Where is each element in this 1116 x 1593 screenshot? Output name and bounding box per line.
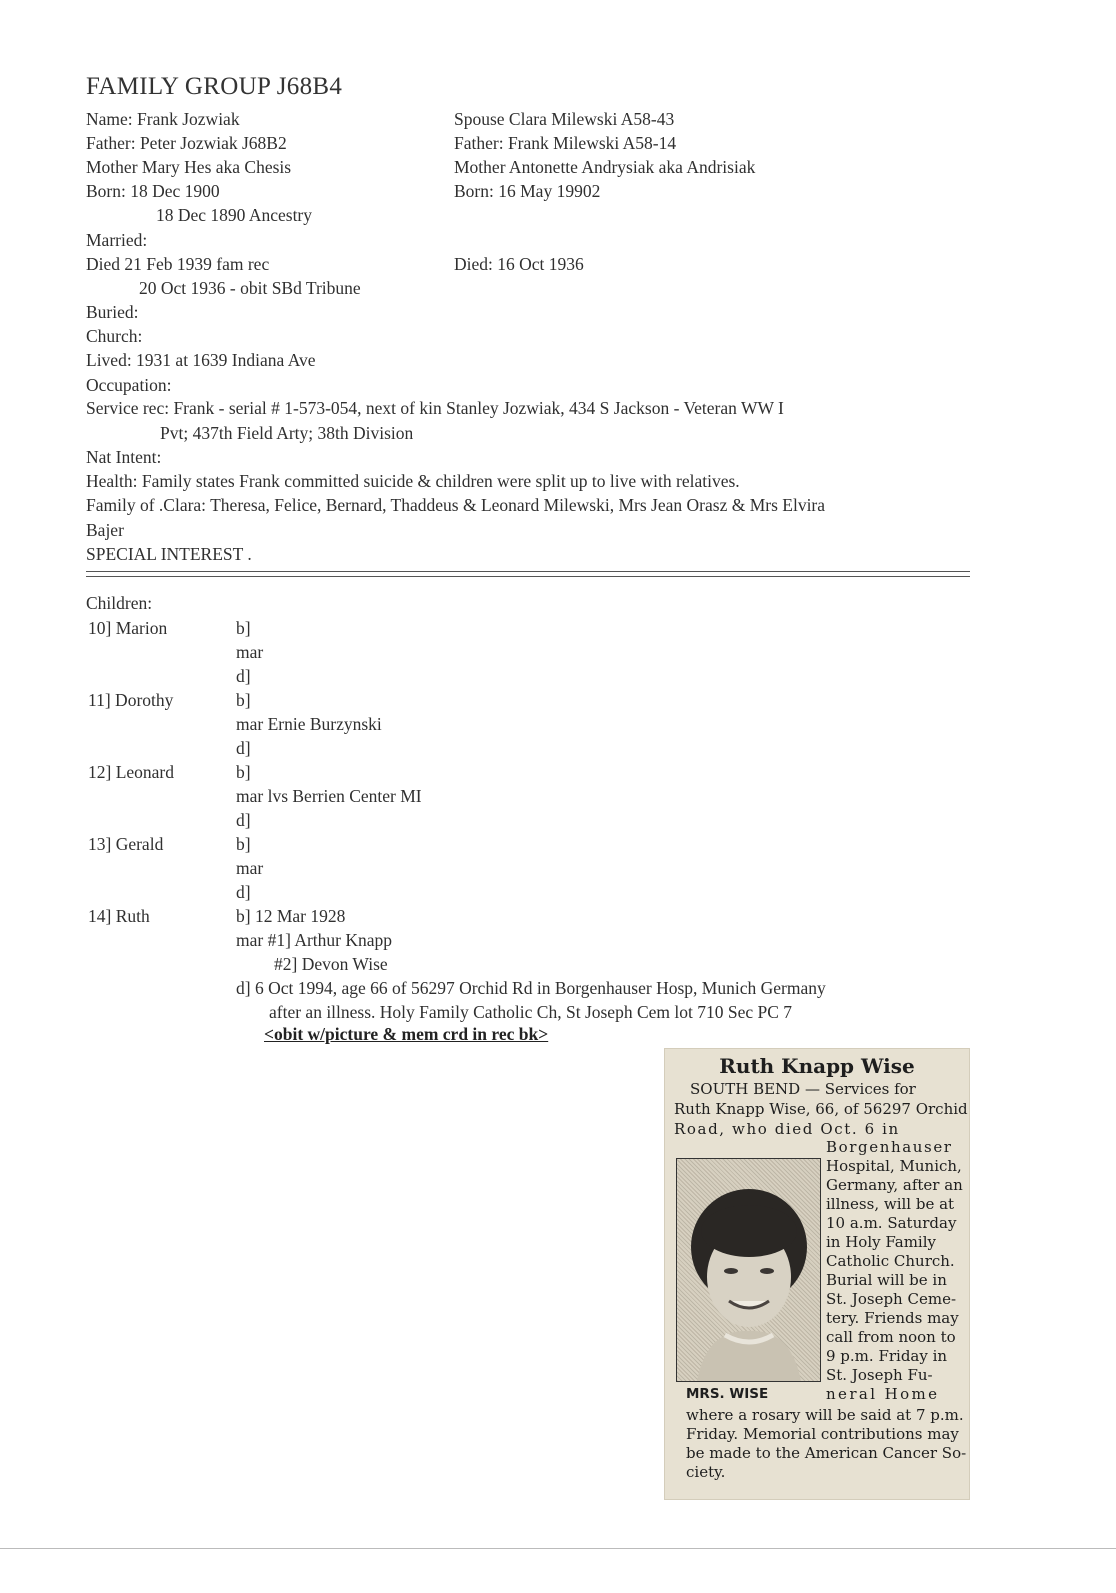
clipping-line: Friday. Memorial contributions may xyxy=(686,1425,959,1443)
child-born: b] xyxy=(236,834,251,854)
child-died: d] 6 Oct 1994, age 66 of 56297 Orchid Rd in Borgenhauser Hosp, Munich Germany xyxy=(236,978,826,998)
child-married: mar lvs Berrien Center MI xyxy=(236,786,422,806)
spouse-mother-field: Mother Antonette Andrysiak aka Andrisiak xyxy=(454,157,756,177)
child-married-second: #2] Devon Wise xyxy=(274,954,388,974)
clipping-line: be made to the American Cancer So- xyxy=(686,1444,967,1462)
child-name: 12] Leonard xyxy=(88,762,175,782)
clipping-line: Borgenhauser xyxy=(826,1138,953,1156)
clipping-line: where a rosary will be said at 7 p.m. xyxy=(686,1406,964,1424)
clipping-line: St. Joseph Ceme- xyxy=(826,1290,957,1308)
clipping-line: Germany, after an xyxy=(826,1176,963,1194)
buried-field: Buried: xyxy=(86,302,139,322)
service-record-detail: Pvt; 437th Field Arty; 38th Division xyxy=(160,423,414,443)
married-field: Married: xyxy=(86,230,148,250)
child-died: d] xyxy=(236,738,251,758)
spouse-born-field: Born: 16 May 19902 xyxy=(454,181,601,201)
church-field: Church: xyxy=(86,326,143,346)
newspaper-clipping xyxy=(664,1048,970,1500)
child-married: mar xyxy=(236,858,264,878)
clipping-line: in Holy Family xyxy=(826,1233,937,1251)
child-name: 10] Marion xyxy=(88,618,168,638)
special-interest-field: SPECIAL INTEREST . xyxy=(86,544,252,564)
child-died: d] xyxy=(236,882,251,902)
spouse-father-field: Father: Frank Milewski A58-14 xyxy=(454,133,677,153)
page-title: FAMILY GROUP J68B4 xyxy=(86,73,343,100)
obit-reference: <obit w/picture & mem crd in rec bk> xyxy=(264,1024,549,1044)
divider-rule-second xyxy=(86,576,970,577)
child-born: b] 12 Mar 1928 xyxy=(236,906,346,926)
born-field: Born: 18 Dec 1900 xyxy=(86,181,220,201)
child-born: b] xyxy=(236,690,251,710)
lived-field: Lived: 1931 at 1639 Indiana Ave xyxy=(86,350,316,370)
child-died: d] xyxy=(236,666,251,686)
nat-intent-field: Nat Intent: xyxy=(86,447,162,467)
clipping-line: tery. Friends may xyxy=(826,1309,959,1327)
clipping-line: Hospital, Munich, xyxy=(826,1157,962,1175)
died-alt-field: 20 Oct 1936 - obit SBd Tribune xyxy=(139,278,361,298)
born-alt-field: 18 Dec 1890 Ancestry xyxy=(156,205,313,225)
name-field: Name: Frank Jozwiak xyxy=(86,109,240,129)
clipping-line: Catholic Church. xyxy=(826,1252,955,1270)
photo-caption: MRS. WISE xyxy=(686,1386,769,1402)
occupation-field: Occupation: xyxy=(86,375,172,395)
clipping-line: Road, who died Oct. 6 in xyxy=(674,1120,900,1138)
service-record-field: Service rec: Frank - serial # 1-573-054, next of kin Stanley Jozwiak, 434 S Jackson - Veteran WW I xyxy=(86,398,784,418)
clipping-line: illness, will be at xyxy=(826,1195,955,1213)
father-field: Father: Peter Jozwiak J68B2 xyxy=(86,133,287,153)
clipping-line: 9 p.m. Friday in xyxy=(826,1347,948,1365)
clipping-line: ciety. xyxy=(686,1463,726,1481)
clipping-line: Burial will be in xyxy=(826,1271,947,1289)
child-born: b] xyxy=(236,618,251,638)
clipping-line: neral Home xyxy=(826,1385,940,1403)
portrait-image xyxy=(677,1159,820,1381)
child-died-detail: after an illness. Holy Family Catholic Ch, St Joseph Cem lot 710 Sec PC 7 xyxy=(269,1002,793,1022)
child-name: 11] Dorothy xyxy=(88,690,174,710)
clipping-line: St. Joseph Fu- xyxy=(826,1366,933,1384)
clipping-line: call from noon to xyxy=(826,1328,956,1346)
child-name: 14] Ruth xyxy=(88,906,150,926)
clipping-headline: Ruth Knapp Wise xyxy=(719,1054,915,1078)
spouse-died-field: Died: 16 Oct 1936 xyxy=(454,254,584,274)
family-of-field: Family of .Clara: Theresa, Felice, Bernard, Thaddeus & Leonard Milewski, Mrs Jean Orasz & Mrs Elvira xyxy=(86,495,826,515)
child-died: d] xyxy=(236,810,251,830)
family-of-continued: Bajer xyxy=(86,520,124,540)
child-name: 13] Gerald xyxy=(88,834,164,854)
spouse-field: Spouse Clara Milewski A58-43 xyxy=(454,109,675,129)
children-label: Children: xyxy=(86,593,153,613)
clipping-line: SOUTH BEND — Services for xyxy=(690,1080,916,1098)
health-field: Health: Family states Frank committed suicide & children were split up to live with relatives. xyxy=(86,471,740,491)
died-field: Died 21 Feb 1939 fam rec xyxy=(86,254,270,274)
page-bottom-edge xyxy=(0,1548,1116,1549)
child-born: b] xyxy=(236,762,251,782)
divider-rule xyxy=(86,571,970,572)
child-married: mar #1] Arthur Knapp xyxy=(236,930,393,950)
child-married: mar xyxy=(236,642,264,662)
clipping-line: Ruth Knapp Wise, 66, of 56297 Orchid xyxy=(674,1100,968,1118)
child-married: mar Ernie Burzynski xyxy=(236,714,382,734)
mother-field: Mother Mary Hes aka Chesis xyxy=(86,157,292,177)
obituary-photo xyxy=(676,1158,821,1382)
clipping-line: 10 a.m. Saturday xyxy=(826,1214,957,1232)
